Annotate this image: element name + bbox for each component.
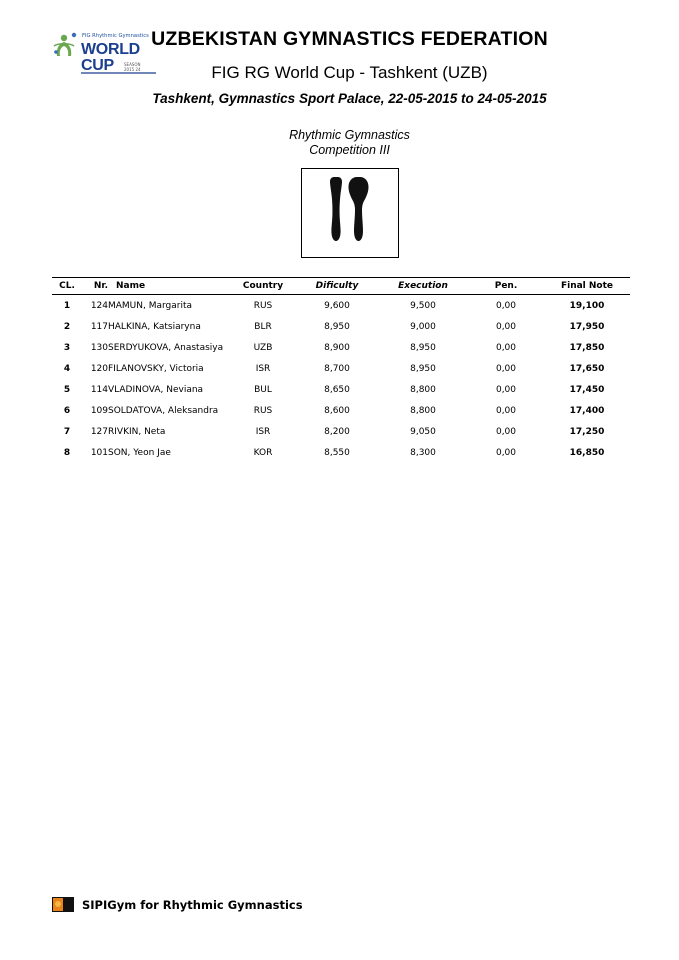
footer-text: SIPIGym for Rhythmic Gymnastics <box>82 897 303 912</box>
cell-country: RUS <box>253 300 273 311</box>
cell-difficulty: 8,700 <box>324 363 350 374</box>
results-table <box>52 277 630 463</box>
cell-name: VLADINOVA, Neviana <box>108 384 204 395</box>
svg-text:SEASON: SEASON <box>124 62 141 67</box>
document-footer <box>52 897 303 912</box>
discipline-block <box>44 128 635 158</box>
cell-execution: 9,500 <box>410 300 436 311</box>
cell-name: FILANOVSKY, Victoria <box>108 363 204 374</box>
cell-country: UZB <box>253 342 273 353</box>
cell-rank: 5 <box>63 384 71 395</box>
cell-rank: 2 <box>63 321 71 332</box>
table-row <box>52 442 630 463</box>
results-table-container <box>52 277 630 463</box>
cell-execution: 8,950 <box>410 342 436 353</box>
cell-difficulty: 8,550 <box>324 447 350 458</box>
cell-name: HALKINA, Katsiaryna <box>108 321 201 332</box>
results-table-body <box>52 295 630 464</box>
cell-rank: 8 <box>63 447 71 458</box>
column-header-rank: CL. <box>52 278 82 295</box>
cell-final-note: 17,650 <box>569 363 605 374</box>
cell-final-note: 17,250 <box>569 426 605 437</box>
discipline-name: Rhythmic Gymnastics <box>289 128 410 142</box>
cell-final-note: 16,850 <box>569 447 605 458</box>
cell-name: SOLDATOVA, Aleksandra <box>108 405 219 416</box>
cell-number: 124 <box>90 300 108 311</box>
competition-name: Competition III <box>309 143 390 157</box>
cell-penalty: 0,00 <box>495 384 517 395</box>
cell-penalty: 0,00 <box>495 300 517 311</box>
cell-penalty: 0,00 <box>495 321 517 332</box>
cell-country: RUS <box>253 405 273 416</box>
cell-name: RIVKIN, Neta <box>108 426 166 437</box>
table-header-row <box>52 278 630 295</box>
table-row <box>52 337 630 358</box>
cell-execution: 8,950 <box>410 363 436 374</box>
cell-number: 117 <box>90 321 108 332</box>
cell-number: 109 <box>90 405 108 416</box>
column-header-number: Nr. <box>82 278 108 295</box>
cell-execution: 8,800 <box>410 405 436 416</box>
cell-final-note: 17,450 <box>569 384 605 395</box>
table-row <box>52 379 630 400</box>
table-row <box>52 358 630 379</box>
svg-text:FIG Rhythmic Gymnastics: FIG Rhythmic Gymnastics <box>82 33 149 39</box>
cell-final-note: 17,400 <box>569 405 605 416</box>
cell-penalty: 0,00 <box>495 426 517 437</box>
cell-country: ISR <box>255 426 271 437</box>
world-cup-logo <box>44 26 162 84</box>
cell-rank: 7 <box>63 426 71 437</box>
cell-name: MAMUN, Margarita <box>108 300 193 311</box>
cell-difficulty: 8,650 <box>324 384 350 395</box>
cell-number: 130 <box>90 342 108 353</box>
cell-country: BUL <box>254 384 272 395</box>
cell-final-note: 17,950 <box>569 321 605 332</box>
cell-penalty: 0,00 <box>495 363 517 374</box>
table-row <box>52 421 630 442</box>
document-header <box>0 0 679 258</box>
column-header-final-note: Final Note <box>544 278 630 295</box>
cell-rank: 3 <box>63 342 71 353</box>
sipigym-logo-icon <box>52 897 74 912</box>
cell-execution: 9,050 <box>410 426 436 437</box>
cell-penalty: 0,00 <box>495 405 517 416</box>
cell-number: 101 <box>90 447 108 458</box>
cell-penalty: 0,00 <box>495 447 517 458</box>
page-title: UZBEKISTAN GYMNASTICS FEDERATION <box>151 28 548 50</box>
cell-name: SERDYUKOVA, Anastasiya <box>108 342 224 353</box>
table-row <box>52 400 630 421</box>
column-header-execution: Execution <box>378 278 468 295</box>
column-header-name: Name <box>108 278 230 295</box>
cell-final-note: 17,850 <box>569 342 605 353</box>
cell-final-note: 19,100 <box>569 300 605 311</box>
cell-difficulty: 8,600 <box>324 405 350 416</box>
cell-execution: 9,000 <box>410 321 436 332</box>
column-header-penalty: Pen. <box>468 278 544 295</box>
cell-country: BLR <box>254 321 272 332</box>
cell-number: 127 <box>90 426 108 437</box>
cell-difficulty: 8,900 <box>324 342 350 353</box>
cell-number: 120 <box>90 363 108 374</box>
cell-country: KOR <box>253 447 273 458</box>
cell-rank: 1 <box>63 300 71 311</box>
column-header-difficulty: Dificulty <box>296 278 378 295</box>
cell-country: ISR <box>255 363 271 374</box>
event-venue-dates: Tashkent, Gymnastics Sport Palace, 22-05-2015 to 24-05-2015 <box>152 91 547 106</box>
cell-difficulty: 8,200 <box>324 426 350 437</box>
svg-text:WORLD: WORLD <box>81 41 140 58</box>
cell-rank: 4 <box>63 363 71 374</box>
cell-number: 114 <box>90 384 108 395</box>
cell-execution: 8,800 <box>410 384 436 395</box>
cell-name: SON, Yeon Jae <box>108 447 171 458</box>
cell-penalty: 0,00 <box>495 342 517 353</box>
cell-difficulty: 9,600 <box>324 300 350 311</box>
svg-text:2015 24: 2015 24 <box>124 67 141 72</box>
cell-rank: 6 <box>63 405 71 416</box>
cell-difficulty: 8,950 <box>324 321 350 332</box>
table-row <box>52 295 630 317</box>
table-row <box>52 316 630 337</box>
clubs-apparatus-icon <box>302 169 398 257</box>
column-header-country: Country <box>230 278 296 295</box>
event-title: FIG RG World Cup - Tashkent (UZB) <box>211 63 488 82</box>
apparatus-box <box>301 168 399 258</box>
cell-execution: 8,300 <box>410 447 436 458</box>
svg-text:CUP: CUP <box>81 57 114 74</box>
